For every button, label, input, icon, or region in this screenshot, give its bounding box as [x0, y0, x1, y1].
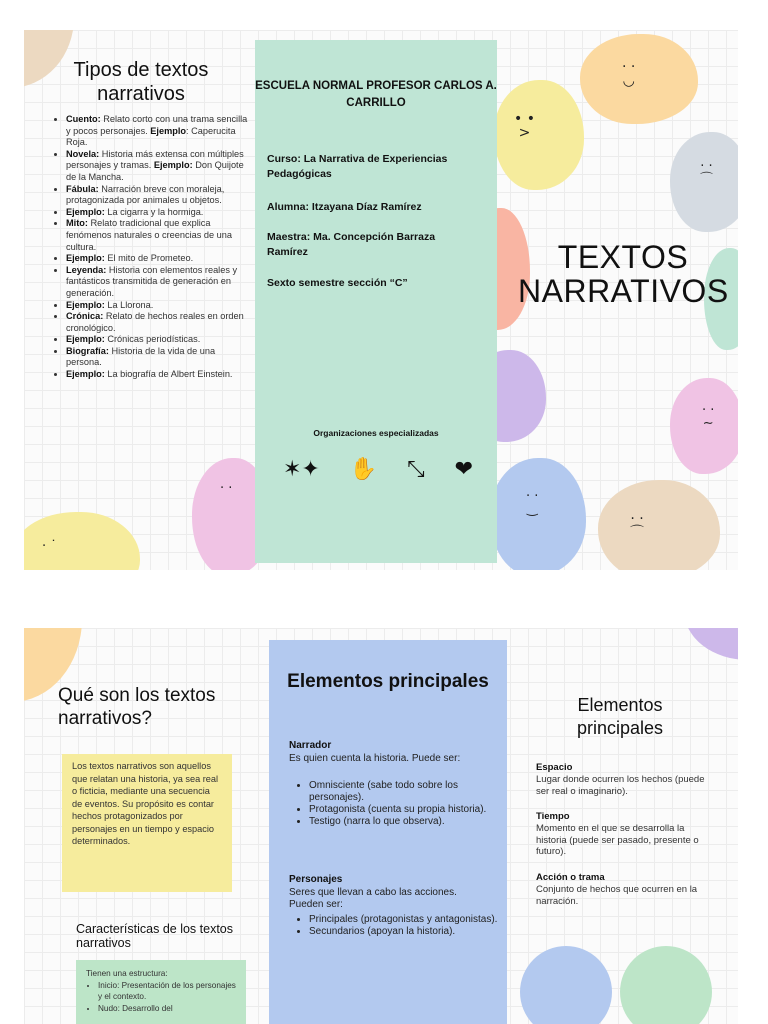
item-label: Novela:	[66, 148, 100, 159]
face-icon: · · ⌒	[700, 159, 714, 187]
school-name: ESCUELA NORMAL PROFESOR CARLOS A. CARRILLO	[255, 80, 497, 109]
brochure-cover-page	[24, 30, 738, 570]
face-icon: · ·	[220, 481, 233, 496]
time-text: Momento en el que se desarrolla la historia (puede ser pasado, presente o futuro).	[536, 823, 699, 857]
space-label: Espacio	[536, 762, 573, 773]
list-item	[66, 218, 252, 253]
item-label: Cuento:	[66, 114, 101, 124]
item-text: La Llorona.	[104, 299, 154, 310]
item-label: Mito:	[66, 218, 88, 229]
list-item: • Secundarios (apoyan la historia).	[309, 926, 499, 938]
item-text: La biografía de Albert Einstein.	[104, 369, 233, 380]
types-list	[56, 114, 252, 381]
item-text: El mito de Prometeo.	[104, 253, 194, 264]
characters-label: Personajes	[289, 874, 343, 885]
characteristics-intro: Tienen una estructura:	[86, 969, 168, 978]
action-label: Acción o trama	[536, 872, 605, 883]
cover-title-line2: NARRATIVOS	[518, 273, 729, 309]
list-item	[66, 369, 252, 381]
yellow-face-blob	[494, 80, 584, 190]
item-text: Narración breve con moraleja, protagonizada por animales u objetos.	[66, 183, 225, 206]
item-label: Leyenda:	[66, 264, 107, 275]
list-item	[66, 253, 252, 265]
semester-info: Sexto semestre sección “C”	[267, 277, 408, 289]
list-item: • Principales (protagonistas y antagonistas).	[309, 914, 499, 926]
item-label: Ejemplo:	[66, 334, 105, 345]
list-item	[66, 114, 252, 149]
cover-title-line1: TEXTOS	[557, 239, 689, 275]
item-text: Historia con elementos reales y fantásticos transmitida de generación en generación.	[66, 264, 238, 298]
list-item: • Inicio: Presentación de los personajes y el contexto.	[98, 980, 236, 1003]
item-text: Historia de la vida de una persona.	[66, 345, 216, 368]
item-label: Biografía:	[66, 345, 109, 356]
face-icon: • • >	[514, 111, 535, 141]
item-label: Crónica:	[66, 311, 104, 322]
face-icon: · · ∼	[702, 403, 715, 431]
definition-note: Los textos narrativos son aquellos que relatan una historia, ya sea real o ficticia, mediante una secuencia de eventos. Su propósito es contar hechos protagonizados por personajes en un tiempo y espacio determinados.	[62, 754, 232, 892]
space-text: Lugar donde ocurren los hechos (puede ser real o imaginario).	[536, 774, 705, 797]
lilac-corner-shape	[684, 628, 738, 660]
organization-icons	[283, 456, 473, 484]
item-label: Ejemplo:	[66, 369, 105, 380]
item-text: Don Quijote de la Mancha.	[66, 160, 244, 182]
narrator-text: Es quien cuenta la historia. Puede ser:	[289, 753, 461, 764]
elements-title-right: Elementos principales	[576, 695, 664, 738]
main-elements-title: Elementos principales	[287, 671, 489, 692]
course-info: Curso: La Narrativa de Experiencias Pedagógicas	[267, 153, 448, 180]
list-item: • Omnisciente (sabe todo sobre los personajes).	[309, 780, 499, 804]
item-label: Ejemplo:	[66, 299, 105, 310]
blue-circle	[520, 946, 612, 1024]
item-text: La cigarra y la hormiga.	[104, 206, 204, 217]
item-label: Fábula:	[66, 183, 99, 194]
narrator-label: Narrador	[289, 740, 332, 751]
face-icon: · · ⌒	[630, 511, 644, 541]
item-label: Ejemplo:	[66, 206, 105, 217]
green-circle	[620, 946, 712, 1024]
list-item	[66, 207, 252, 219]
characters-text: Seres que llevan a cabo las acciones. Pueden ser:	[289, 887, 457, 910]
item-label: Ejemplo	[150, 125, 187, 136]
arrows-icon: ⤡	[407, 457, 425, 482]
what-are-title: Qué son los textos narrativos?	[58, 685, 216, 729]
cover-info-panel	[255, 40, 497, 563]
list-item	[66, 334, 252, 346]
types-title: Tipos de textos narrativos	[73, 59, 209, 105]
orange-face-blob	[580, 34, 698, 124]
teacher-info: Maestra: Ma. Concepción Barraza Ramírez	[267, 231, 436, 258]
main-elements-panel	[269, 640, 507, 1024]
brochure-inner-page	[24, 628, 738, 1024]
characteristics-note	[76, 960, 246, 1024]
time-label: Tiempo	[536, 811, 570, 822]
list-item	[66, 184, 252, 207]
student-info: Alumna: Itzayana Díaz Ramírez	[267, 201, 422, 213]
item-text: : Caperucita Roja.	[66, 125, 236, 148]
cover-title	[518, 240, 728, 308]
list-item: • Nudo: Desarrollo del	[98, 1003, 236, 1015]
stars-icon: ✶✦	[283, 457, 320, 482]
heart-hand-icon: ❤	[454, 457, 473, 482]
face-icon: · · ◡	[622, 59, 636, 89]
item-text: Relato corto con una trama sencilla y pocos personajes.	[66, 114, 248, 136]
narrator-list	[309, 780, 499, 828]
item-text: Historia más extensa con múltiples personajes y tramas.	[66, 148, 244, 171]
item-text: Crónicas periodísticas.	[104, 334, 201, 345]
list-item: • Protagonista (cuenta su propia historia).	[309, 804, 499, 816]
hand-icon: ✋	[349, 457, 378, 482]
item-text: Relato de hechos reales en orden cronológico.	[66, 311, 244, 333]
face-icon: · · ‿	[526, 489, 539, 517]
list-item	[66, 265, 252, 300]
characters-list	[309, 914, 499, 938]
organizations-label: Organizaciones especializadas	[313, 428, 439, 438]
characteristics-title: Características de los textos narrativos	[76, 922, 234, 950]
characteristics-list	[98, 980, 236, 1015]
tan-face-blob	[598, 480, 720, 570]
list-item	[66, 311, 252, 334]
item-label: Ejemplo:	[153, 160, 193, 171]
list-item: • Testigo (narra lo que observa).	[309, 816, 499, 828]
face-icon: · ˙	[42, 539, 57, 554]
list-item	[66, 346, 252, 369]
list-item	[66, 149, 252, 184]
item-label: Ejemplo:	[66, 253, 105, 264]
action-text: Conjunto de hechos que ocurren en la narración.	[536, 884, 698, 907]
item-text: Relato tradicional que explica fenómenos naturales o creencias de una cultura.	[66, 218, 232, 252]
list-item	[66, 300, 252, 312]
